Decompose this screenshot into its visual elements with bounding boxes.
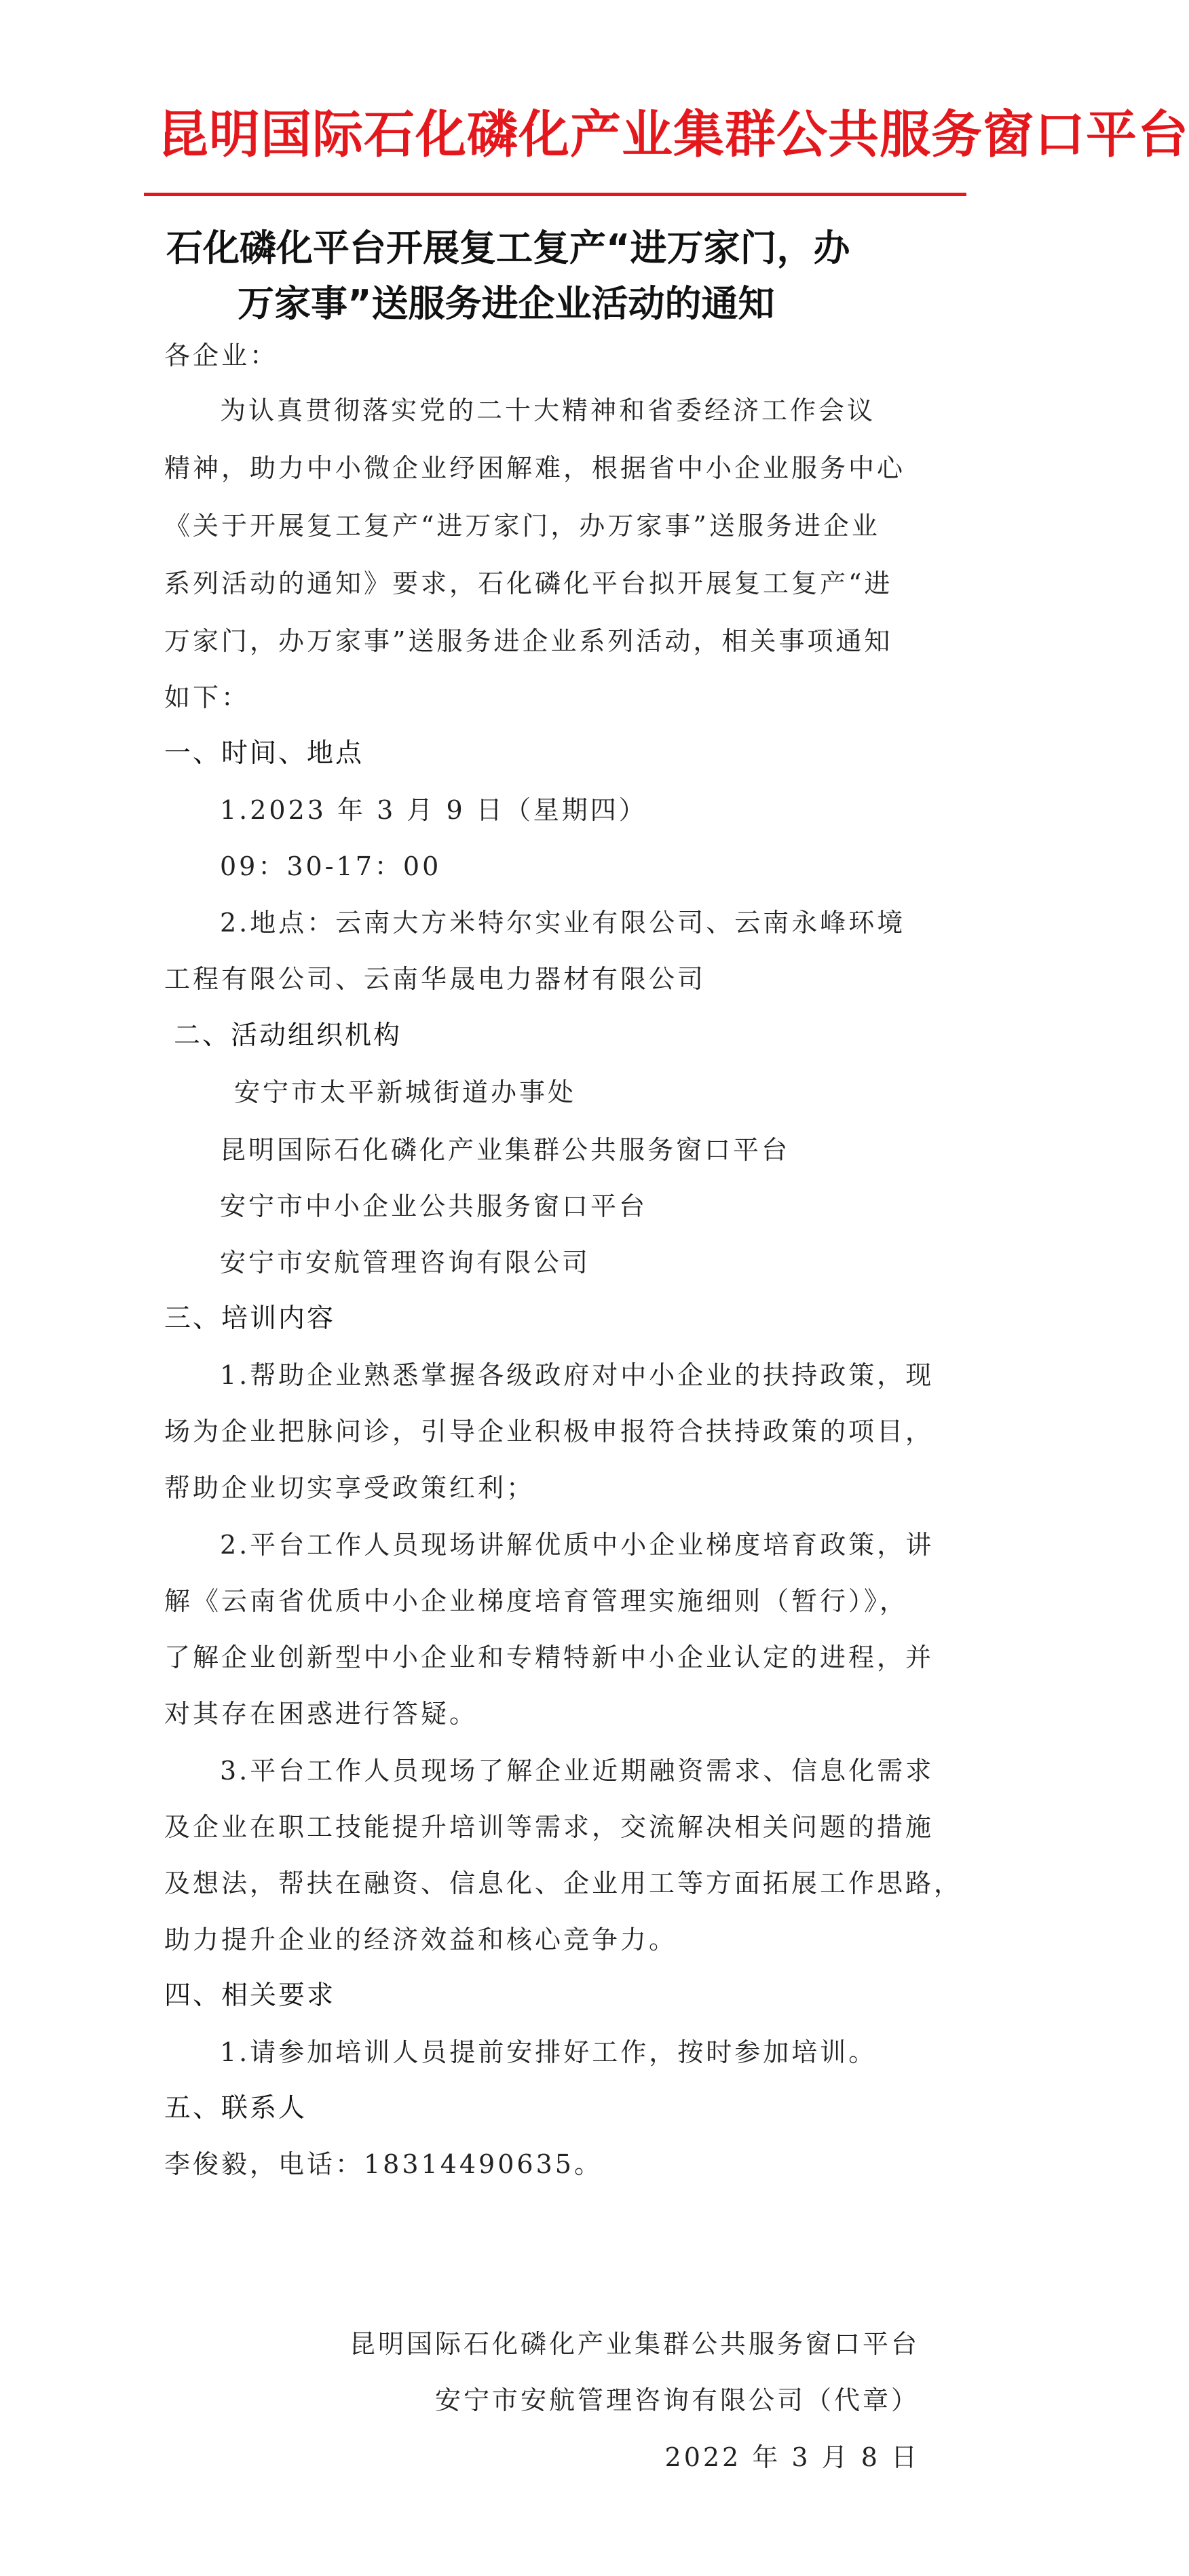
training-item-line: 3.平台工作人员现场了解企业近期融资需求、信息化需求 bbox=[220, 1756, 935, 1786]
intro-line: 《关于开展复工复产“进万家门，办万家事”送服务进企业 bbox=[164, 511, 880, 541]
training-item-line: 了解企业创新型中小企业和专精特新中小企业认定的进程，并 bbox=[164, 1642, 935, 1672]
training-item-line: 场为企业把脉问诊，引导企业积极申报符合扶持政策的项目， bbox=[164, 1417, 935, 1446]
training-item-line: 解《云南省优质中小企业梯度培育管理实施细则（暂行）》， bbox=[164, 1586, 909, 1616]
organizer-item: 安宁市安航管理咨询有限公司 bbox=[220, 1248, 591, 1277]
red-divider-line bbox=[144, 193, 966, 196]
requirement-item: 1.请参加培训人员提前安排好工作，按时参加培训。 bbox=[220, 2037, 877, 2067]
section-heading-requirements: 四、相关要求 bbox=[164, 1980, 336, 2011]
event-place-line: 2.地点：云南大方米特尔实业有限公司、云南永峰环境 bbox=[220, 908, 906, 938]
training-item-line: 帮助企业切实享受政策红利； bbox=[164, 1473, 535, 1503]
salutation: 各企业： bbox=[164, 341, 279, 370]
training-item-line: 对其存在困惑进行答疑。 bbox=[164, 1699, 478, 1729]
training-item-line: 2.平台工作人员现场讲解优质中小企业梯度培育政策，讲 bbox=[220, 1530, 935, 1560]
signature-org-secondary: 安宁市安航管理咨询有限公司（代章） bbox=[434, 2385, 920, 2415]
event-date: 1.2023 年 3 月 9 日（星期四） bbox=[220, 795, 647, 825]
section-heading-time-place: 一、时间、地点 bbox=[164, 738, 364, 769]
signature-org-primary: 昆明国际石化磷化产业集群公共服务窗口平台 bbox=[349, 2329, 920, 2359]
intro-line: 万家门，办万家事”送服务进企业系列活动，相关事项通知 bbox=[164, 626, 893, 656]
org-header: 昆明国际石化磷化产业集群公共服务窗口平台 bbox=[157, 104, 1189, 164]
section-heading-training: 三、培训内容 bbox=[164, 1303, 336, 1334]
intro-line: 系列活动的通知》要求，石化磷化平台拟开展复工复产“进 bbox=[164, 569, 893, 598]
intro-line: 如下： bbox=[164, 683, 250, 712]
section-heading-contact: 五、联系人 bbox=[164, 2093, 307, 2123]
organizer-item: 安宁市中小企业公共服务窗口平台 bbox=[220, 1191, 648, 1221]
notice-title-line1: 石化磷化平台开展复工复产“进万家门，办 bbox=[166, 227, 850, 269]
notice-title-line2: 万家事”送服务进企业活动的通知 bbox=[238, 282, 775, 325]
event-place-line: 工程有限公司、云南华晟电力器材有限公司 bbox=[164, 964, 706, 994]
training-item-line: 1.帮助企业熟悉掌握各级政府对中小企业的扶持政策，现 bbox=[220, 1360, 935, 1390]
intro-line: 精神，助力中小微企业纾困解难，根据省中小企业服务中心 bbox=[164, 453, 906, 483]
organizer-item: 安宁市太平新城街道办事处 bbox=[234, 1077, 577, 1107]
organizer-item: 昆明国际石化磷化产业集群公共服务窗口平台 bbox=[220, 1135, 791, 1165]
event-time: 09：30-17：00 bbox=[220, 851, 442, 881]
section-heading-organizers: 二、活动组织机构 bbox=[174, 1020, 402, 1051]
signature-date: 2022 年 3 月 8 日 bbox=[664, 2442, 920, 2472]
training-item-line: 及企业在职工技能提升培训等需求，交流解决相关问题的措施 bbox=[164, 1812, 935, 1842]
training-item-line: 助力提升企业的经济效益和核心竞争力。 bbox=[164, 1925, 678, 1955]
contact-person: 李俊毅，电话：18314490635。 bbox=[164, 2149, 603, 2179]
intro-line: 为认真贯彻落实党的二十大精神和省委经济工作会议 bbox=[220, 396, 876, 425]
training-item-line: 及想法，帮扶在融资、信息化、企业用工等方面拓展工作思路， bbox=[164, 1868, 963, 1898]
